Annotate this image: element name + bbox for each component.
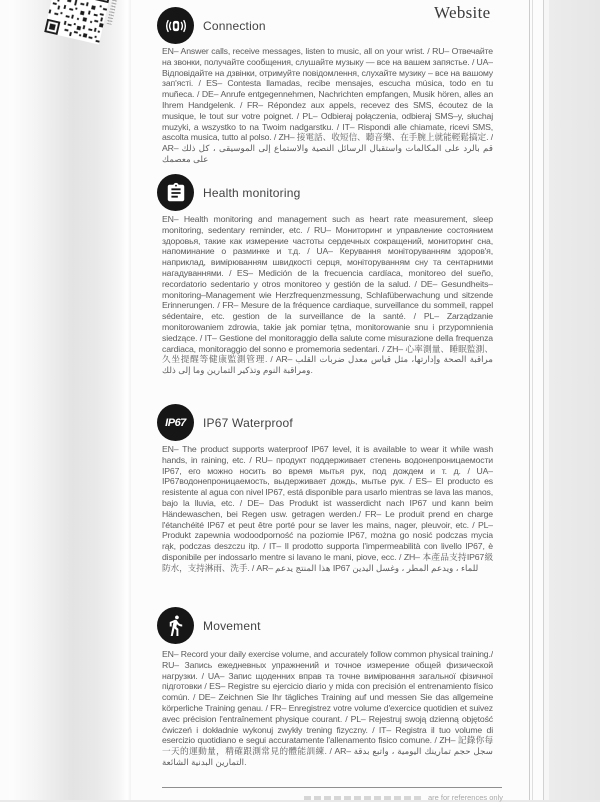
section-body-connection: EN– Answer calls, receive messages, listen to music, all on your wrist. / RU– Отвечайте на звонки, получайте сообщения, слушайте музыку — все на вашем запястье. / UA– Відповідайте на дзвінки, отримуйте повідомлення, слухайте музику – все на вашому зап'ясті. / ES– Contesta llamadas, recibe mensajes, escucha música, todo en tu muñeca. / DE– Anrufe entgegennehmen, Nachrichten empfangen, Musik hören, alles an Ihrem Handgelenk. / FR– Répondez aux appels, recevez des SMS, écoutez de la musique, le tout sur votre poignet. / PL– Odbieraj połączenia, odbieraj SMS–y, słuchaj muzyki, a wszystko to na Twoim nadgarstku. / IT– Rispondi alle chiamate, ricevi SMS, ascolta musica, tutto al polso. / ZH– 接電話、收短信、聽音樂、在手腕上就能輕鬆搞定. / AR– قم بالرد على المكالمات واستقبال الرسائل النصية والاستماع إلى الموسيقى ، كل ذلك على معصمك: [162, 46, 493, 164]
section-body-waterproof: EN– The product supports waterproof IP67 level, it is available to wear it while wash hands, in raining, etc. / RU– продукт поддерживает степень водонепроницаемости IP67, его можно носить во время мытья рук, под дождем и т. д. / UA– IP67водонепроницаемость, выдерживает дождь, мытье рук. / ES– El producto es resistente al agua con nivel IP67, está disponible para usarlo mientras se lava las manos, bajo la lluvia, etc. / DE– Das Produkt ist wasserdicht nach IP67 und kann beim Händewaschen, bei Regen usw. getragen werden./ FR– Le produit prend en charge l'étanchéité IP67 et peut être porté pour se laver les mains, nager, pleuvoir, etc. / PL– Produkt zapewnia wodoodporność na poziomie IP67, można go nosić podczas mycia rąk, podczas deszczu itp. / IT– Il prodotto supporta l'impermeabilità con livello IP67, è disponibile per indossarlo mentre si lavano le mani, piove, ecc. / ZH– 本產品支持IP67級防水，支持淋雨、洗手. / AR– هذا المنتج يدعم IP67 للماء ، ويدعم المطر ، وغسل اليدين: [162, 444, 493, 573]
ip67-badge-icon: [157, 404, 194, 441]
walking-person-icon: [157, 607, 194, 644]
section-title-health: Health monitoring: [203, 185, 301, 200]
qr-code-icon: [44, 0, 111, 45]
section-connection-header: [157, 7, 266, 44]
section-waterproof-header: [157, 404, 293, 441]
section-health-header: [157, 174, 300, 211]
section-title-waterproof: IP67 Waterproof: [203, 415, 293, 430]
clipboard-icon: [157, 174, 194, 211]
footer-note-text: are for references only: [427, 793, 503, 802]
qr-caption-text: [107, 0, 118, 25]
qr-code: [43, 0, 121, 53]
ip67-badge-text: IP67: [165, 416, 186, 429]
manual-page: [131, 0, 543, 800]
section-movement-header: [157, 607, 261, 644]
section-body-health: EN– Health monitoring and management such as heart rate measurement, sleep monitoring, sedentary reminder, etc. / RU– Мониторинг и управление состоянием здоровья, такие как измерение частоты сердечных сокращений, мониторинг сна, напоминание о разминке и т.д. / UA– Керування моніторуванням здоров'я, наприклад, вимірюванням швидкості серця, моніторуванням сну та сентарними нагадуваннями. / ES– Medición de la frecuencia cardíaca, monitoreo del sueño, recordatorio sedentario y otros monitoreo y gestión de la salud. / DE– Gesundheits–monitoring–Management wie Herzfrequenzmessung, Schlafüberwachung und sitzende Erinnerungen. / FR– Mesure de la fréquence cardiaque, surveillance du sommeil, rappel sédentaire, etc. gestion de la surveillance de la santé. / PL– Zarządzanie monitorowaniem zdrowia, takie jak pomiar tętna, monitorowanie snu i przypomnienia siedzące. / IT– Gestione del monitoraggio della salute come misurazione della frequenza cardiaca, monitoraggio del sonno e promemoria sedentari. / ZH– 心率測量、睡眠監測、久坐提醒等健康監測管理. / AR– مراقبة الصحة وإدارتها، مثل قياس معدل ضربات القلب ومراقبة النوم وتذكير التمارين وما إلى ذلك.: [162, 214, 493, 376]
photo-background: [549, 0, 600, 800]
section-title-connection: Connection: [203, 18, 266, 33]
footer-note: [251, 793, 503, 802]
section-body-movement: EN– Record your daily exercise volume, and accurately follow common physical training./ RU– Запись ежедневных упражнений и точное измерение общей физической нагрузки. / UA– Запис щоденних вправ та точне вимірювання загальної фізичної підготовки / ES– Registre su ejercicio diario y mida con precisión el entrenamiento físico común. / DE– Zeichnen Sie Ihr tägliches Training auf und messen Sie das allgemeine körperliche Training genau. / FR– Enregistrez votre volume d'exercice quotidien et suivez avec précision l'entraînement physique courant. / PL– Rejestruj swoją dzienną objętość ćwiczeń i dokładnie wykonuj zwykły trening fizyczny. / IT– Registra il tuo volume di esercizio quotidiano e segui accuratamente l'allenamento fisico comune. / ZH– 記錄你每一天的運動量，精確跟測常見的體能訓練. / AR– سجل حجم تمارينك اليومية ، واتبع بدقة التمارين البدنية الشائعة.: [162, 649, 493, 767]
footer-blurred-text: [304, 796, 422, 800]
website-heading: Website: [434, 3, 491, 22]
page-border-line: [529, 0, 533, 800]
booklet-spine: [9, 0, 132, 800]
section-title-movement: Movement: [203, 618, 261, 633]
divider-line: [162, 787, 502, 788]
connection-icon: [157, 7, 194, 44]
